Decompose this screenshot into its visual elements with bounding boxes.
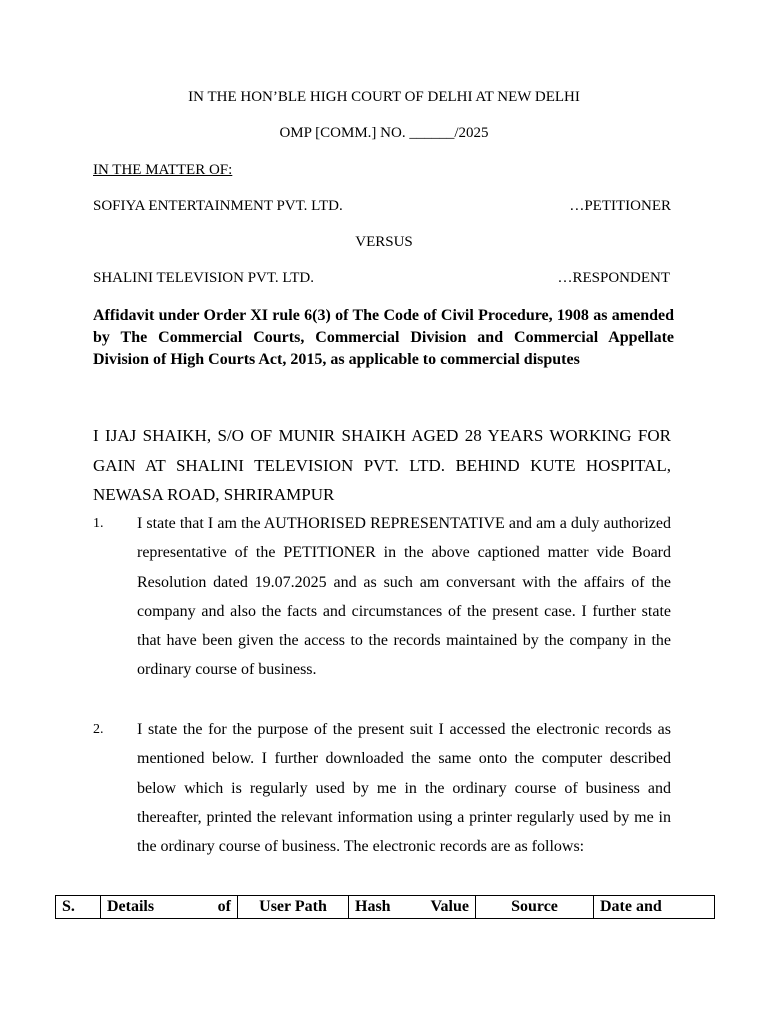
petitioner-name: SOFIYA ENTERTAINMENT PVT. LTD. [93,198,343,214]
table-header-row [56,896,715,919]
header-sno: S. [56,896,101,919]
versus-label: VERSUS [355,234,413,250]
paragraph-number: 2. [93,722,104,737]
header-value-word: Value [430,898,469,915]
matter-heading: IN THE MATTER OF: [93,162,233,178]
petitioner-role: …PETITIONER [569,198,671,214]
header-hash-value [349,896,476,919]
respondent-name: SHALINI TELEVISION PVT. LTD. [93,270,314,286]
header-details-word: Details [107,898,155,915]
court-heading: IN THE HON’BLE HIGH COURT OF DELHI AT NEW DELHI [188,89,580,105]
header-details [101,896,238,919]
paragraph-number: 1. [93,516,104,531]
header-source: Source [476,896,594,919]
paragraph-text: I state that I am the AUTHORISED REPRESENTATIVE and am a duly authorized representative of the PETITIONER in the above captioned matter vide Board Resolution dated 19.07.2025 and as such am conversant with the affairs of the company and also the facts and circumstances of the present case. I further state that have been given the access to the records maintained by the company in the ordinary course of business. [137,515,671,679]
deponent-intro: I IJAJ SHAIKH, S/O OF MUNIR SHAIKH AGED 28 YEARS WORKING FOR GAIN AT SHALINI TELEVISION PVT. LTD. BEHIND KUTE HOSPITAL, NEWASA ROAD, SHRIRAMPUR [93,426,671,504]
respondent-role: …RESPONDENT [557,270,670,286]
header-date: Date and [594,896,715,919]
header-hash-word: Hash [355,898,391,915]
header-user-path: User Path [238,896,349,919]
electronic-records-table [55,895,715,919]
paragraph-text: I state the for the purpose of the present suit I accessed the electronic records as mentioned below. I further downloaded the same onto the computer described below which is regularly used by me in the ordinary course of business and thereafter, printed the relevant information using a printer regularly used by me in the ordinary course of business. The electronic records are as follows: [137,721,671,856]
affidavit-title: Affidavit under Order XI rule 6(3) of The Code of Civil Procedure, 1908 as amended by The Commercial Courts, Commercial Division and Commercial Appellate Division of High Courts Act, 2015, as applicable to commercial disputes [93,307,674,368]
header-details-of: of [217,898,231,915]
case-number: OMP [COMM.] NO. ______/2025 [279,125,489,141]
